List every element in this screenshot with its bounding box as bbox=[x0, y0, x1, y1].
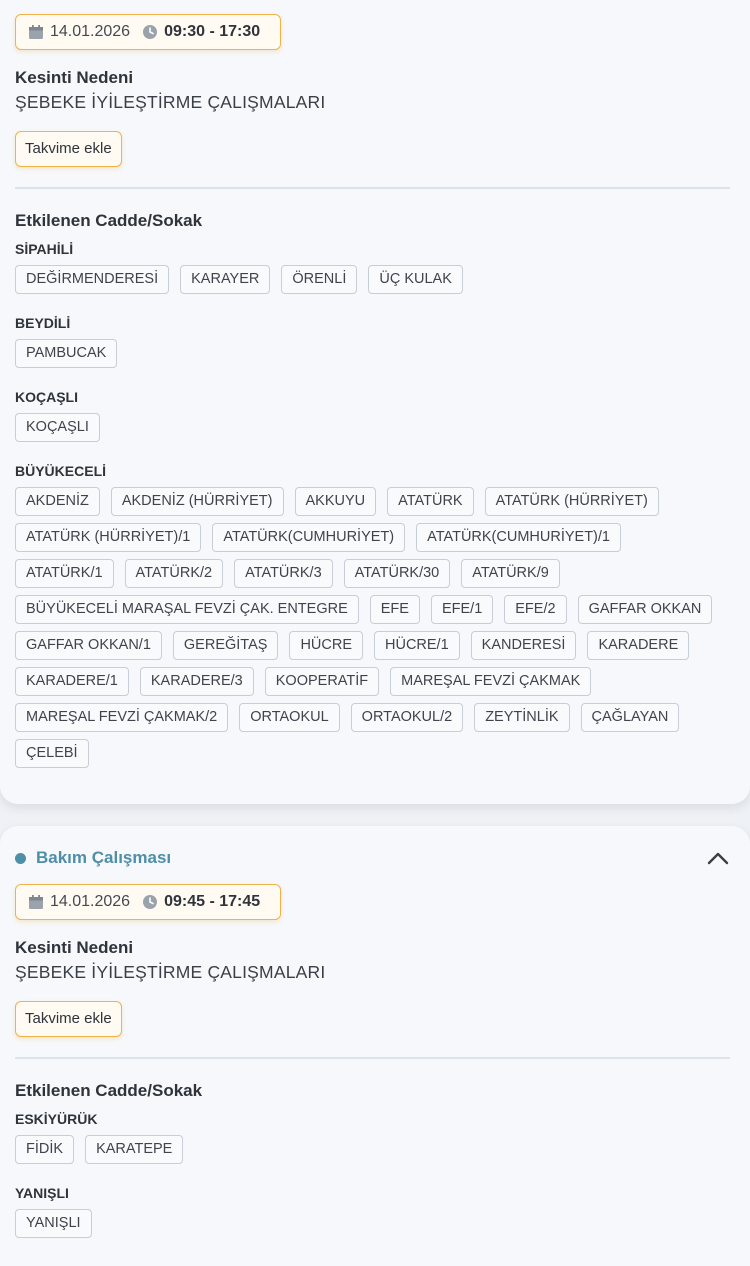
street-tag: MAREŞAL FEVZİ ÇAKMAK/2 bbox=[15, 703, 228, 732]
street-tag: ÇELEBİ bbox=[15, 739, 89, 768]
street-tag: KARADERE/3 bbox=[140, 667, 254, 696]
street-tags bbox=[15, 1135, 730, 1171]
street-tag: GEREĞİTAŞ bbox=[173, 631, 279, 660]
reason-text: ŞEBEKE İYİLEŞTİRME ÇALIŞMALARI bbox=[15, 962, 326, 982]
street-tag: AKDENİZ (HÜRRİYET) bbox=[111, 487, 284, 516]
date-time-pill bbox=[15, 884, 281, 920]
street-tag: ATATÜRK/30 bbox=[344, 559, 451, 588]
street-tags bbox=[15, 339, 730, 375]
street-tag: KARADERE bbox=[587, 631, 689, 660]
outage-time: 09:30 - 17:30 bbox=[164, 23, 261, 40]
calendar-icon bbox=[28, 894, 44, 910]
card-header[interactable] bbox=[15, 846, 730, 870]
street-tag: ÇAĞLAYAN bbox=[581, 703, 680, 732]
calendar-icon bbox=[28, 24, 44, 40]
street-tag: HÜCRE bbox=[289, 631, 363, 660]
street-tag: DEĞİRMENDERESİ bbox=[15, 265, 169, 294]
street-tag: KOOPERATİF bbox=[265, 667, 379, 696]
street-tag: GAFFAR OKKAN bbox=[578, 595, 713, 624]
street-tag: ATATÜRK (HÜRRİYET) bbox=[485, 487, 659, 516]
district-name: YANIŞLI bbox=[15, 1185, 69, 1201]
reason-title: Kesinti Nedeni bbox=[15, 68, 134, 87]
street-tag: ATATÜRK bbox=[387, 487, 473, 516]
add-to-calendar-button[interactable]: Takvime ekle bbox=[15, 131, 122, 167]
street-tag: ATATÜRK (HÜRRİYET)/1 bbox=[15, 523, 201, 552]
street-tags bbox=[15, 265, 730, 301]
clock-icon bbox=[142, 894, 158, 910]
street-tag: GAFFAR OKKAN/1 bbox=[15, 631, 162, 660]
street-tag: EFE bbox=[370, 595, 420, 624]
street-tag: AKDENİZ bbox=[15, 487, 100, 516]
status-dot bbox=[15, 853, 26, 864]
street-tag: EFE/2 bbox=[504, 595, 566, 624]
street-tag: KARADERE/1 bbox=[15, 667, 129, 696]
street-tag: PAMBUCAK bbox=[15, 339, 117, 368]
street-tag: MAREŞAL FEVZİ ÇAKMAK bbox=[390, 667, 591, 696]
reason-title: Kesinti Nedeni bbox=[15, 938, 134, 957]
street-tag: ATATÜRK(CUMHURİYET)/1 bbox=[416, 523, 621, 552]
street-tag: FİDİK bbox=[15, 1135, 74, 1164]
clock-icon bbox=[142, 24, 158, 40]
street-tag: ÜÇ KULAK bbox=[368, 265, 463, 294]
street-tag: ATATÜRK/1 bbox=[15, 559, 114, 588]
street-tag: YANIŞLI bbox=[15, 1209, 92, 1238]
divider bbox=[15, 1057, 730, 1059]
street-tag: KOÇAŞLI bbox=[15, 413, 100, 442]
street-tag: ATATÜRK(CUMHURİYET) bbox=[212, 523, 405, 552]
street-tags bbox=[15, 413, 730, 449]
street-tag: ATATÜRK/3 bbox=[234, 559, 333, 588]
chevron-up-icon[interactable] bbox=[706, 846, 730, 870]
outage-type-label: Bakım Çalışması bbox=[36, 848, 172, 867]
district-name: KOÇAŞLI bbox=[15, 389, 78, 405]
reason-text: ŞEBEKE İYİLEŞTİRME ÇALIŞMALARI bbox=[15, 92, 326, 112]
district-name: SİPAHİLİ bbox=[15, 241, 74, 257]
street-tag: KARAYER bbox=[180, 265, 270, 294]
street-tags bbox=[15, 487, 730, 775]
street-tag: KARATEPE bbox=[85, 1135, 183, 1164]
street-tag: KANDERESİ bbox=[471, 631, 577, 660]
outage-time: 09:45 - 17:45 bbox=[164, 893, 261, 910]
district-name: BÜYÜKECELİ bbox=[15, 463, 107, 479]
district-name: ESKİYÜRÜK bbox=[15, 1111, 98, 1127]
add-to-calendar-button[interactable]: Takvime ekle bbox=[15, 1001, 122, 1037]
street-tag: ORTAOKUL bbox=[239, 703, 339, 732]
outage-card-2 bbox=[0, 826, 750, 1266]
street-tag: ÖRENLİ bbox=[281, 265, 357, 294]
street-tag: AKKUYU bbox=[295, 487, 377, 516]
outage-date: 14.01.2026 bbox=[50, 23, 131, 40]
outage-type bbox=[15, 848, 171, 868]
street-tag: ATATÜRK/9 bbox=[461, 559, 560, 588]
street-tags bbox=[15, 1209, 730, 1245]
district-name: BEYDİLİ bbox=[15, 315, 71, 331]
outage-date: 14.01.2026 bbox=[50, 893, 131, 910]
affected-streets-title: Etkilenen Cadde/Sokak bbox=[15, 211, 203, 230]
street-tag: ATATÜRK/2 bbox=[125, 559, 224, 588]
street-tag: ZEYTİNLİK bbox=[474, 703, 569, 732]
street-tag: HÜCRE/1 bbox=[374, 631, 460, 660]
affected-streets-title: Etkilenen Cadde/Sokak bbox=[15, 1081, 203, 1100]
street-tag: BÜYÜKECELİ MARAŞAL FEVZİ ÇAK. ENTEGRE bbox=[15, 595, 359, 624]
street-tag: EFE/1 bbox=[431, 595, 493, 624]
date-time-pill bbox=[15, 14, 281, 50]
street-tag: ORTAOKUL/2 bbox=[351, 703, 464, 732]
divider bbox=[15, 187, 730, 189]
